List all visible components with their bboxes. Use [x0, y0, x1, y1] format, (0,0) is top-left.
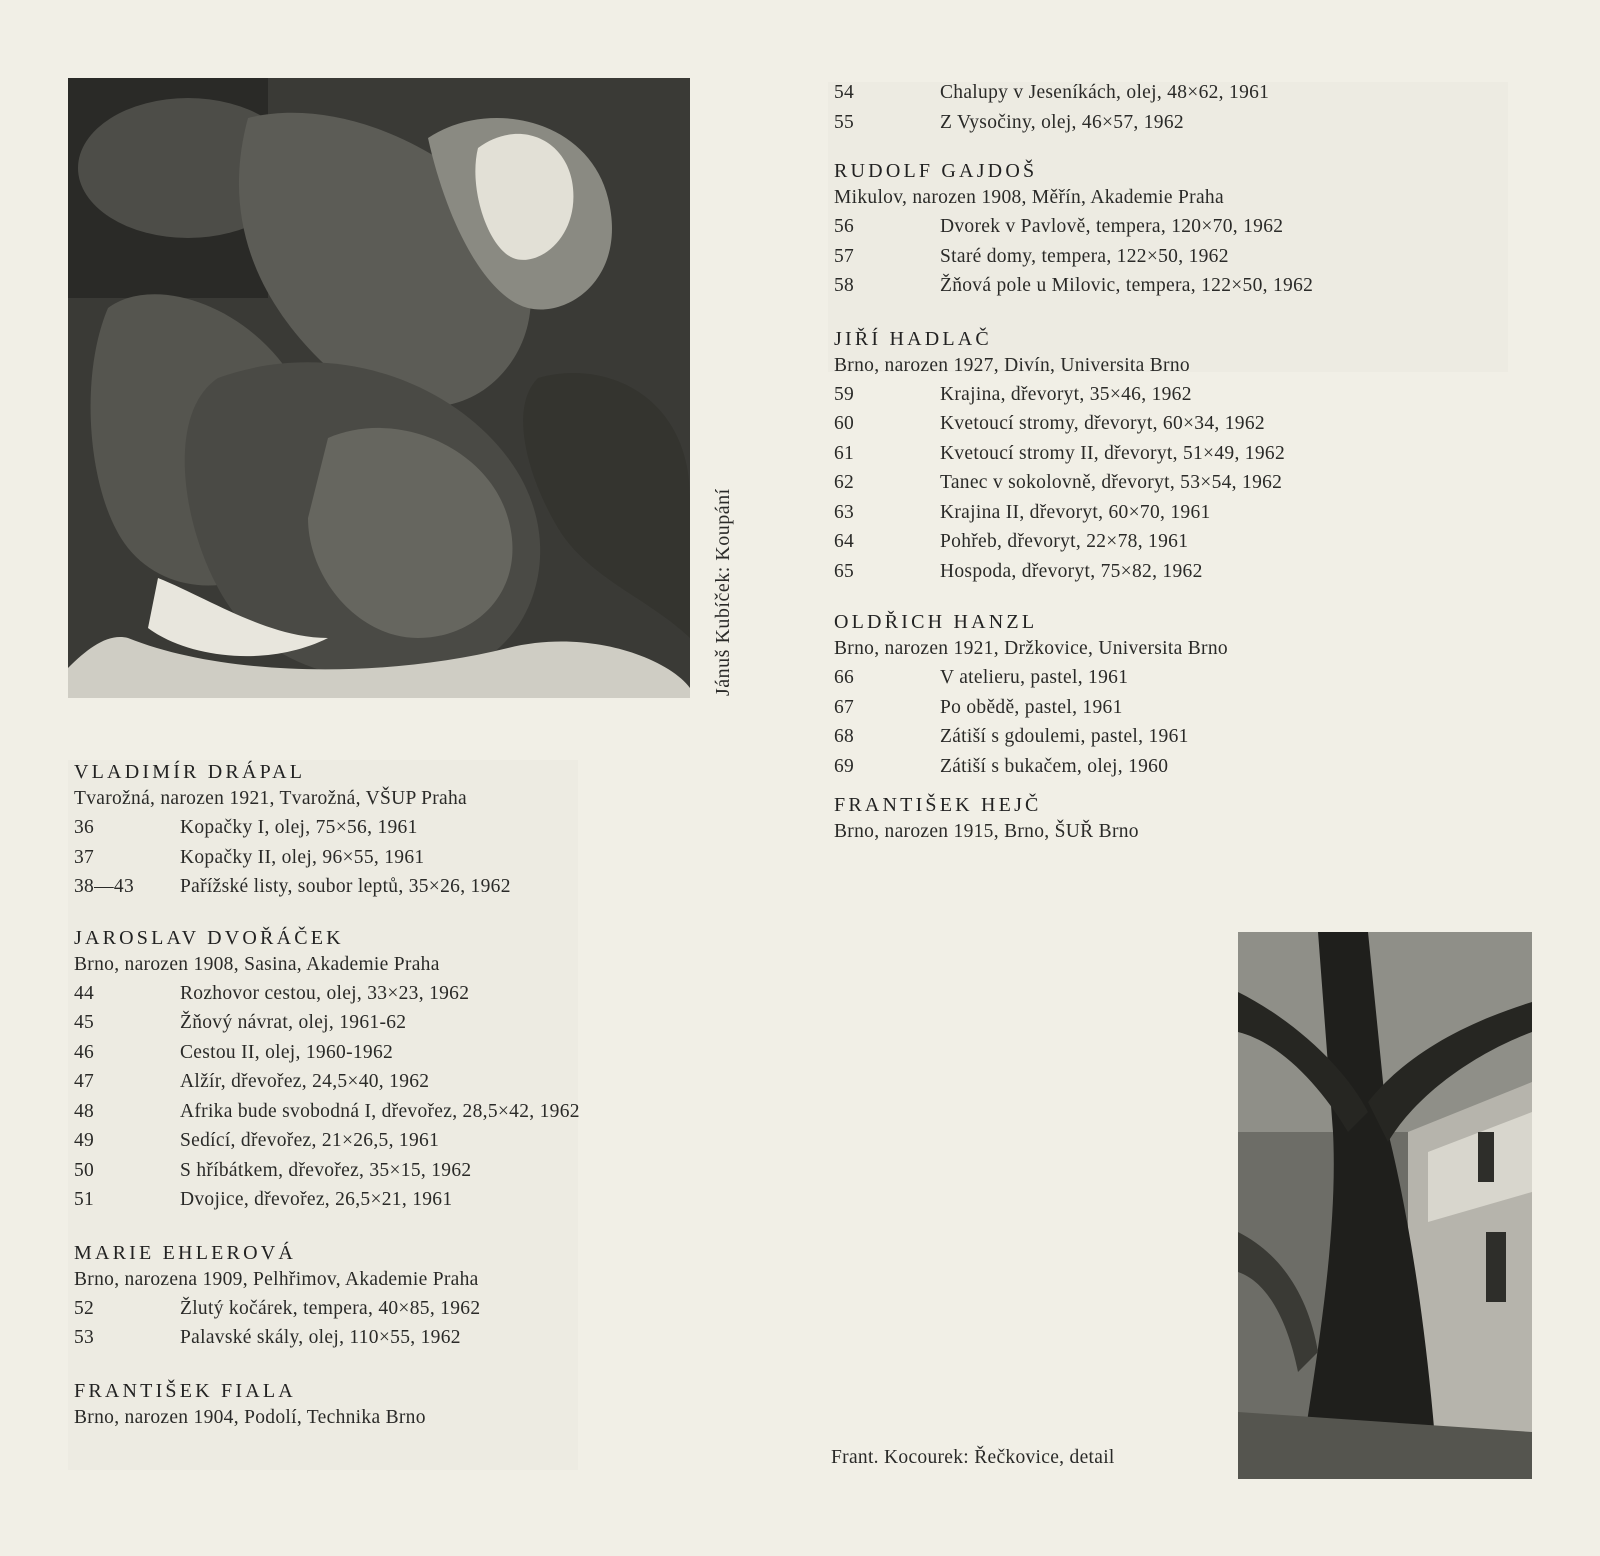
- work-row: [834, 752, 1564, 782]
- work-row: [74, 813, 714, 843]
- work-number: 45: [74, 1012, 95, 1033]
- work-row: [74, 1067, 714, 1097]
- artist-hadlac: [834, 327, 1564, 587]
- work-row: [834, 527, 1564, 557]
- artist-name: FRANTIŠEK HEJČ: [834, 794, 1042, 816]
- artist-info: Brno, narozen 1904, Podolí, Technika Brno: [74, 1406, 426, 1428]
- artist-info: Tvarožná, narozen 1921, Tvarožná, VŠUP Praha: [74, 788, 467, 809]
- work-row: [834, 212, 1564, 242]
- continued-works: [834, 78, 1564, 137]
- bottom-photo-caption: Frant. Kocourek: Řečkovice, detail: [831, 1447, 1115, 1468]
- work-number: 44: [74, 982, 95, 1004]
- work-title: Kvetoucí stromy II, dřevoryt, 51×49, 1962: [940, 442, 1285, 464]
- work-row: [74, 1038, 714, 1068]
- artist-hanzl: [834, 610, 1564, 781]
- work-row: [74, 872, 714, 902]
- work-row: [834, 380, 1564, 410]
- work-title: Alžír, dřevořez, 24,5×40, 1962: [180, 1071, 430, 1092]
- artist-info: Mikulov, narozen 1908, Měřín, Akademie Praha: [834, 187, 1224, 208]
- work-title: Staré domy, tempera, 122×50, 1962: [940, 245, 1229, 267]
- work-title: Chalupy v Jeseníkách, olej, 48×62, 1961: [940, 82, 1270, 103]
- work-number: 60: [834, 413, 855, 434]
- work-title: Zátiší s gdoulemi, pastel, 1961: [940, 726, 1189, 747]
- work-title: Cestou II, olej, 1960-1962: [180, 1041, 394, 1063]
- work-number: 67: [834, 696, 855, 718]
- artist-info: Brno, narozen 1908, Sasina, Akademie Praha: [74, 953, 440, 975]
- work-row: [834, 271, 1564, 301]
- work-title: Kvetoucí stromy, dřevoryt, 60×34, 1962: [940, 413, 1265, 434]
- work-number: 36: [74, 817, 95, 838]
- painting-bathers-image: [68, 78, 690, 698]
- work-number: 49: [74, 1130, 95, 1151]
- artist-name: OLDŘICH HANZL: [834, 611, 1038, 633]
- work-title: S hříbátkem, dřevořez, 35×15, 1962: [180, 1159, 472, 1181]
- work-title: V atelieru, pastel, 1961: [940, 667, 1129, 688]
- work-number: 46: [74, 1041, 95, 1063]
- artist-gajdos: [834, 159, 1564, 301]
- artist-name: JIŘÍ HADLAČ: [834, 327, 992, 350]
- work-title: Palavské skály, olej, 110×55, 1962: [180, 1327, 461, 1348]
- work-row: [834, 693, 1564, 723]
- work-title: Zátiší s bukačem, olej, 1960: [940, 755, 1169, 777]
- work-number: 69: [834, 755, 855, 777]
- work-row: [74, 1185, 714, 1215]
- work-row: [74, 1156, 714, 1186]
- artist-drapal: [74, 760, 714, 902]
- work-title: Po obědě, pastel, 1961: [940, 696, 1123, 718]
- artist-ehlerova: [74, 1241, 714, 1353]
- work-row: [834, 498, 1564, 528]
- work-row: [74, 843, 714, 873]
- work-title: Dvorek v Pavlově, tempera, 120×70, 1962: [940, 216, 1284, 237]
- work-number: 53: [74, 1327, 95, 1348]
- artist-hejc: [834, 793, 1564, 846]
- work-title: Sedící, dřevořez, 21×26,5, 1961: [180, 1130, 440, 1151]
- work-title: Žlutý kočárek, tempera, 40×85, 1962: [180, 1297, 481, 1319]
- work-row: [834, 468, 1564, 498]
- work-row: [834, 439, 1564, 469]
- work-number: 50: [74, 1159, 95, 1181]
- work-row: [74, 1126, 714, 1156]
- artist-name: VLADIMÍR DRÁPAL: [74, 761, 306, 783]
- work-title: Krajina II, dřevoryt, 60×70, 1961: [940, 501, 1211, 523]
- left-column: [74, 760, 714, 1432]
- work-number: 38—43: [74, 876, 134, 897]
- work-row: [74, 1097, 714, 1127]
- work-number: 48: [74, 1100, 95, 1122]
- artist-name: MARIE EHLEROVÁ: [74, 1241, 297, 1264]
- painting-reckovice-photo: [1238, 932, 1532, 1479]
- work-row: [74, 1294, 714, 1324]
- artist-name: FRANTIŠEK FIALA: [74, 1379, 296, 1402]
- painting-bathers-photo: [68, 78, 690, 698]
- work-number: 66: [834, 667, 855, 688]
- artist-name: JAROSLAV DVOŘÁČEK: [74, 926, 344, 949]
- artist-info: Brno, narozen 1927, Divín, Universita Brno: [834, 354, 1190, 376]
- work-number: 52: [74, 1297, 95, 1319]
- work-title: Hospoda, dřevoryt, 75×82, 1962: [940, 560, 1203, 582]
- work-row: [834, 409, 1564, 439]
- work-row: [834, 78, 1564, 108]
- artist-dvoracek: [74, 926, 714, 1215]
- work-row: [74, 1323, 714, 1353]
- work-number: 63: [834, 501, 855, 523]
- work-number: 58: [834, 275, 855, 296]
- artist-info: Brno, narozen 1921, Držkovice, Universita Brno: [834, 638, 1228, 659]
- work-row: [74, 979, 714, 1009]
- work-title: Pařížské listy, soubor leptů, 35×26, 1962: [180, 876, 511, 897]
- artist-info: Brno, narozena 1909, Pelhřimov, Akademie Praha: [74, 1268, 479, 1290]
- work-title: Tanec v sokolovně, dřevoryt, 53×54, 1962: [940, 472, 1283, 493]
- work-number: 37: [74, 846, 95, 868]
- work-number: 57: [834, 245, 855, 267]
- work-title: Kopačky I, olej, 75×56, 1961: [180, 817, 418, 838]
- work-number: 61: [834, 442, 855, 464]
- work-row: [834, 242, 1564, 272]
- work-number: 65: [834, 560, 855, 582]
- work-number: 54: [834, 82, 855, 103]
- work-title: Afrika bude svobodná I, dřevořez, 28,5×42, 1962: [180, 1100, 580, 1122]
- work-number: 51: [74, 1189, 95, 1210]
- work-row: [74, 1008, 714, 1038]
- work-row: [834, 663, 1564, 693]
- artist-name: RUDOLF GAJDOŠ: [834, 160, 1038, 182]
- artist-info: Brno, narozen 1915, Brno, ŠUŘ Brno: [834, 821, 1139, 842]
- rotated-photo-caption: Jánuš Kubíček: Koupání: [712, 488, 734, 696]
- work-title: Žňový návrat, olej, 1961-62: [180, 1012, 407, 1033]
- work-title: Pohřeb, dřevoryt, 22×78, 1961: [940, 531, 1189, 552]
- work-number: 64: [834, 531, 855, 552]
- work-number: 59: [834, 383, 855, 405]
- work-title: Žňová pole u Milovic, tempera, 122×50, 1962: [940, 275, 1314, 296]
- work-title: Rozhovor cestou, olej, 33×23, 1962: [180, 982, 470, 1004]
- work-number: 62: [834, 472, 855, 493]
- work-number: 56: [834, 216, 855, 237]
- painting-reckovice-image: [1238, 932, 1532, 1479]
- work-title: Kopačky II, olej, 96×55, 1961: [180, 846, 425, 868]
- work-row: [834, 722, 1564, 752]
- work-number: 68: [834, 726, 855, 747]
- work-number: 55: [834, 111, 855, 133]
- work-number: 47: [74, 1071, 95, 1092]
- work-row: [834, 108, 1564, 138]
- work-title: Krajina, dřevoryt, 35×46, 1962: [940, 383, 1192, 405]
- work-row: [834, 557, 1564, 587]
- right-column: [834, 78, 1564, 846]
- work-title: Dvojice, dřevořez, 26,5×21, 1961: [180, 1189, 453, 1210]
- work-title: Z Vysočiny, olej, 46×57, 1962: [940, 111, 1184, 133]
- artist-fiala: [74, 1379, 714, 1432]
